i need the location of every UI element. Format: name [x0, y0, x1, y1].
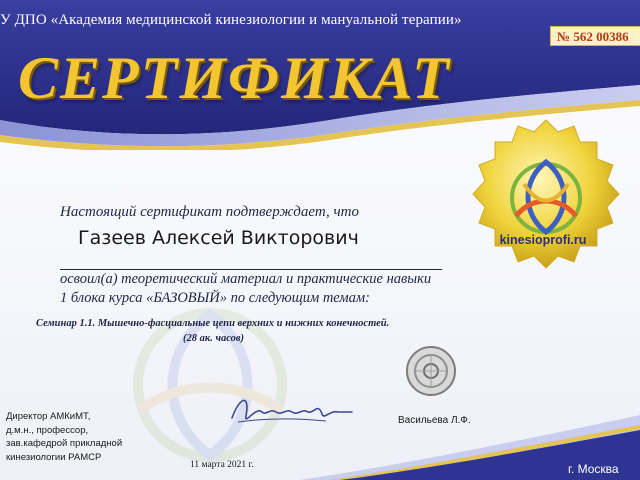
organization-name: У ДПО «Академия медицинской кинезиологии и мануальной терапии»	[0, 12, 462, 28]
director-credentials	[6, 410, 122, 464]
watermark-logo	[110, 290, 310, 470]
mastered-line-1: освоил(а) теоретический материал и практические навыки	[60, 271, 432, 287]
logo-text: kinesioprofi.ru	[499, 233, 587, 247]
round-stamp-icon	[405, 345, 457, 397]
issue-date: 11 марта 2021 г.	[190, 460, 254, 470]
name-underline	[60, 269, 442, 270]
director-signature	[226, 388, 356, 430]
gold-seal-logo	[466, 118, 626, 288]
course-hours: (28 ак. часов)	[183, 333, 245, 344]
seminar-topic: Семинар 1.1. Мышечно-фасциальные цепи верхних и нижних конечностей.	[36, 318, 390, 329]
signer-name: Васильева Л.Ф.	[398, 415, 471, 426]
confirmation-text: Настоящий сертификат подтверждает, что	[60, 204, 360, 220]
mastered-line-2: 1 блока курса «БАЗОВЫЙ» по следующим темам:	[60, 290, 370, 306]
recipient-name: Газеев Алексей Викторович	[78, 227, 359, 249]
director-line: д.м.н., профессор,	[6, 424, 89, 436]
director-line: Директор АМКиМТ,	[6, 411, 91, 422]
certificate-title: СЕРТИФИКАТ	[18, 45, 451, 111]
issue-city: г. Москва	[568, 462, 619, 476]
director-line: зав.кафедрой прикладной	[6, 438, 123, 449]
certificate-number: № 562 00386	[550, 26, 640, 46]
director-line: кинезиологии РАМСР	[6, 451, 102, 463]
